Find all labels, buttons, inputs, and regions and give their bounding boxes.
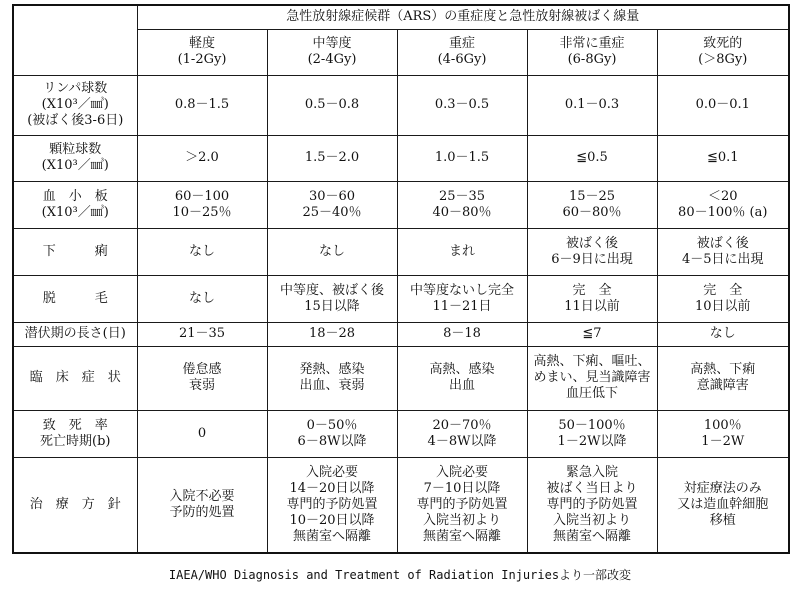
grade-label: 致死的 [703,36,743,51]
grade-header-moderate [267,29,397,75]
table-cell: 緊急入院 被ばく当日より 専門的予防処置 入院当初より 無菌室へ隔離 [527,457,657,553]
table-cell: ≦0.5 [527,135,657,181]
table-cell: 8－18 [397,322,527,346]
grade-dose: (4-6Gy) [437,52,487,67]
table-cell: 1.0－1.5 [397,135,527,181]
table-cell: 20－70％ 4－8W以降 [397,410,527,457]
table-cell: 0.1－0.3 [527,75,657,135]
row-label-granulocytes [13,135,137,181]
table-row [13,135,789,181]
label-line: 血 小 板 [42,188,108,204]
label-line: (被ばく後3-6日) [27,113,124,128]
grade-header-lethal [657,29,789,75]
grade-dose: (1-2Gy) [177,52,227,67]
table-row [13,322,789,346]
table-row [13,275,789,322]
table-cell: 0.3－0.5 [397,75,527,135]
label-line: 治 療 方 針 [29,496,121,512]
table-cell: 21－35 [137,322,267,346]
table-cell: 0.8－1.5 [137,75,267,135]
grade-dose: (＞8Gy) [698,52,748,67]
table-cell: なし [657,322,789,346]
table-cell: 高熱、下痢 意識障害 [657,346,789,410]
label-line: (X10³／㎣) [41,158,109,173]
table-cell: 高熱、下痢、嘔吐、 めまい、見当識障害 血圧低下 [527,346,657,410]
ars-severity-table [12,4,790,554]
table-cell: 60－100 10－25％ [137,181,267,228]
table-cell: 30－60 25－40％ [267,181,397,228]
row-label-mortality [13,410,137,457]
label-line: 脱 毛 [42,290,108,306]
table-row [13,228,789,275]
table-cell: 50－100％ 1－2W以降 [527,410,657,457]
table-cell: 被ばく後 6－9日に出現 [527,228,657,275]
label-line: 死亡時期(b) [40,433,111,449]
table-cell: 完 全 11日以前 [527,275,657,322]
table-cell: なし [137,228,267,275]
table-row [13,75,789,135]
table-cell: ≦0.1 [657,135,789,181]
grade-header-very-severe [527,29,657,75]
grade-dose: (2-4Gy) [307,52,357,67]
table-row [13,346,789,410]
table-cell: 入院不必要 予防的処置 [137,457,267,553]
label-line: 潜伏期の長さ(日) [24,326,126,341]
table-cell: 発熱、感染 出血、衰弱 [267,346,397,410]
table-cell: ＞2.0 [137,135,267,181]
row-label-latency [13,322,137,346]
table-cell: 18－28 [267,322,397,346]
source-caption: IAEA/WHO Diagnosis and Treatment of Radiation Injuriesより一部改変 [168,568,632,582]
label-line: 顆粒球数 [49,142,102,157]
table-cell: 中等度、被ばく後 15日以降 [267,275,397,322]
table-title: 急性放射線症候群（ARS）の重症度と急性放射線被ばく線量 [137,5,789,29]
table-cell: なし [137,275,267,322]
table-cell: 1.5－2.0 [267,135,397,181]
table-cell: 入院必要 14－20日以降 専門的予防処置 10－20日以降 無菌室へ隔離 [267,457,397,553]
grade-header-severe [397,29,527,75]
label-line: 致 死 率 [42,417,108,433]
table-cell: 25－35 40－80％ [397,181,527,228]
table-cell: ≦7 [527,322,657,346]
table-cell: 0.5－0.8 [267,75,397,135]
label-line: リンパ球数 [43,81,108,96]
table-cell: 15－25 60－80％ [527,181,657,228]
table-cell: 中等度ないし完全 11－21日 [397,275,527,322]
corner-cell [13,5,137,75]
grade-dose: (6-8Gy) [567,52,617,67]
label-line: (X10³／㎣) [41,97,109,112]
table-cell: 0 [137,410,267,457]
table-row [13,457,789,553]
row-label-treatment [13,457,137,553]
grade-label: 中等度 [312,36,352,51]
label-line: (X10³／㎣) [41,204,109,220]
table-row [13,181,789,228]
label-line: 臨 床 症 状 [29,370,121,385]
table-cell: ＜20 80－100％ (a) [657,181,789,228]
row-label-clinical-symptoms [13,346,137,410]
grade-label: 非常に重症 [559,36,625,51]
grade-label: 軽度 [188,36,215,51]
table-cell: 入院必要 7－10日以降 専門的予防処置 入院当初より 無菌室へ隔離 [397,457,527,553]
table-cell: 0－50％ 6－8W以降 [267,410,397,457]
row-label-platelets [13,181,137,228]
table-cell: 倦怠感 衰弱 [137,346,267,410]
table-cell: 被ばく後 4－5日に出現 [657,228,789,275]
table-cell: 高熱、感染 出血 [397,346,527,410]
label-line: 下 痢 [42,243,108,259]
grade-label: 重症 [448,36,475,51]
grade-header-mild [137,29,267,75]
row-label-lymphocytes [13,75,137,135]
table-row [13,410,789,457]
table-cell: 100％ 1－2W [657,410,789,457]
row-label-diarrhea [13,228,137,275]
table-cell: 完 全 10日以前 [657,275,789,322]
row-label-hair-loss [13,275,137,322]
table-cell: まれ [397,228,527,275]
table-cell: 対症療法のみ 又は造血幹細胞 移植 [657,457,789,553]
table-cell: 0.0－0.1 [657,75,789,135]
table-cell: なし [267,228,397,275]
